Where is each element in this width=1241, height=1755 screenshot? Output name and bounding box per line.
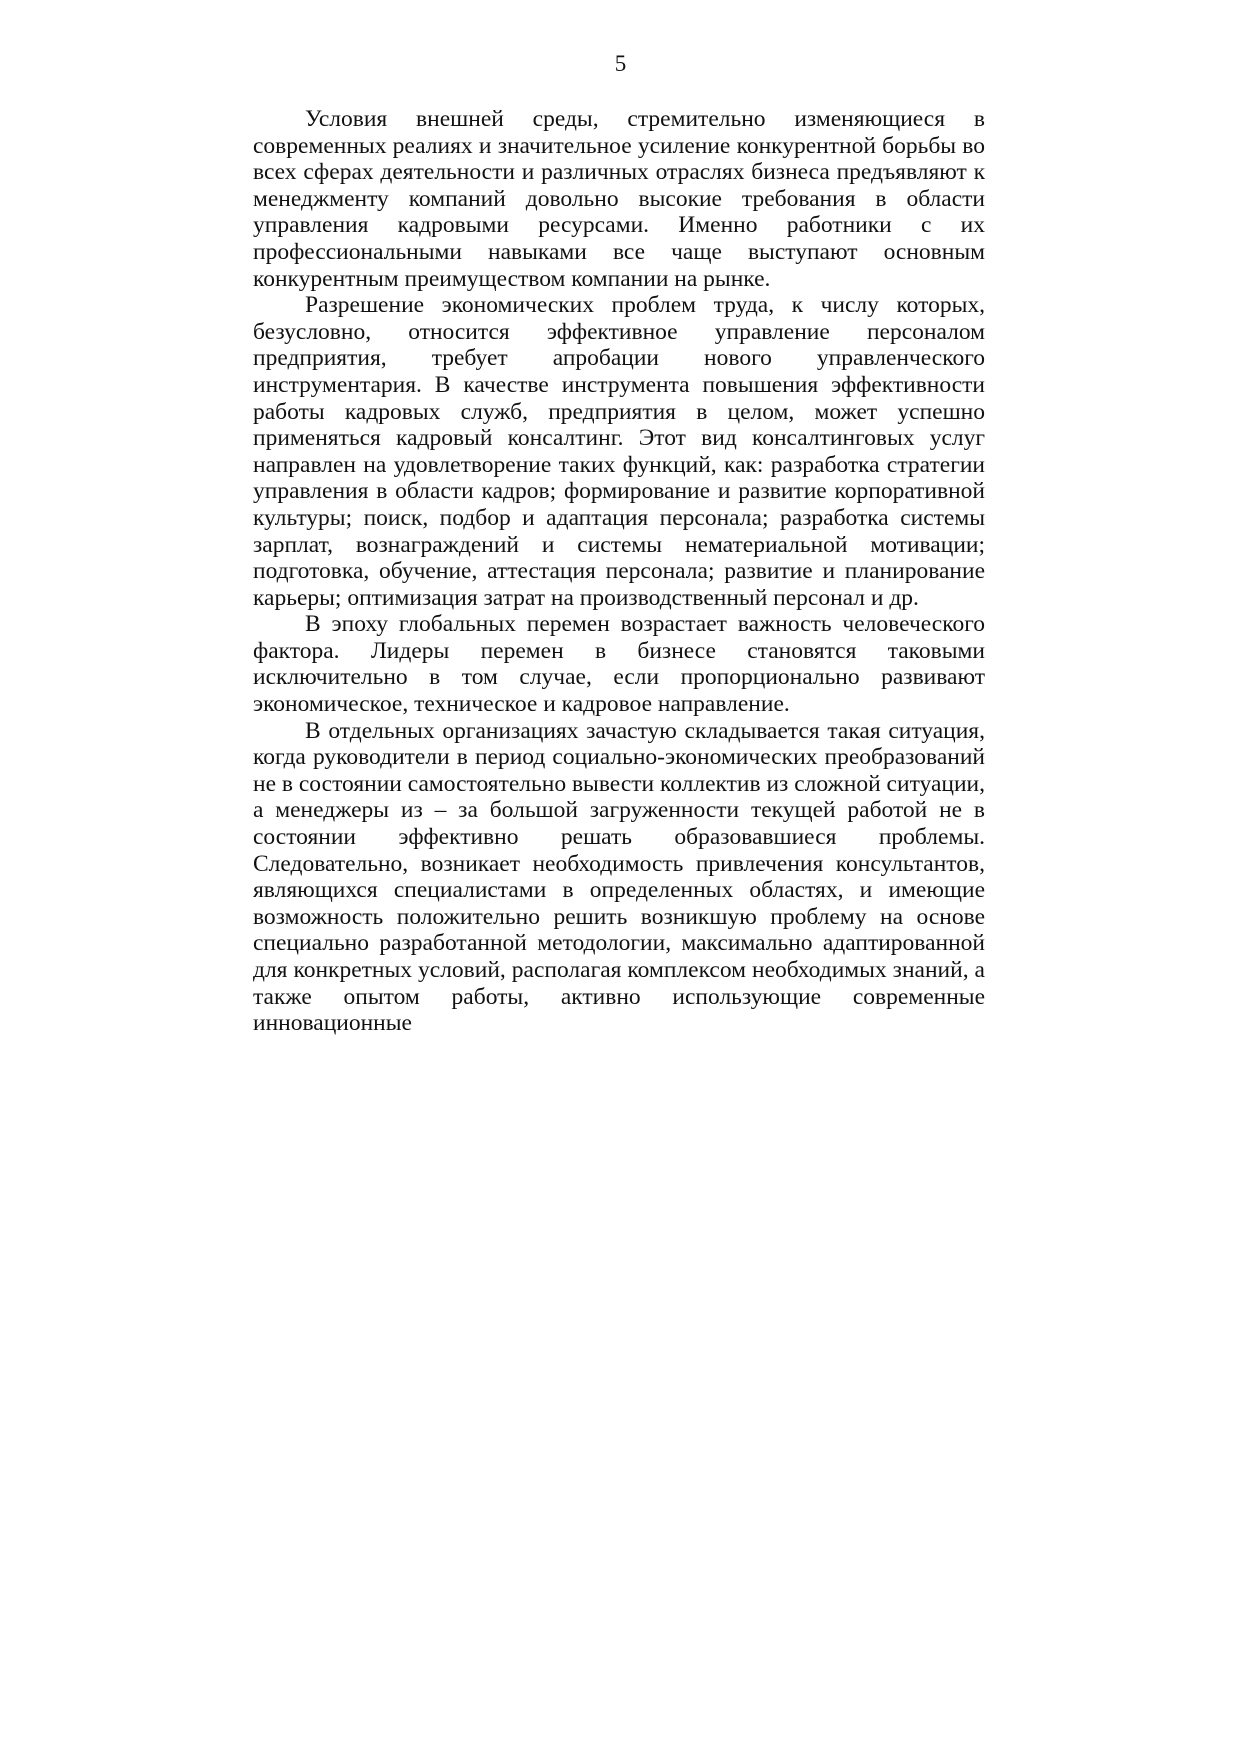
paragraph-external-environment: Условия внешней среды, стремительно изменяющиеся в современных реалиях и значительное усиление конкурентной борьбы во всех сферах деятельности и различных отраслях бизнеса предъявляют к менеджменту компаний довольно высокие требования в области управления кадровыми ресурсами. Именно работники с их профессиональными навыками все чаще выступают основным конкурентным преимуществом компании на рынке. bbox=[253, 106, 985, 292]
page-number: 5 bbox=[614, 51, 627, 76]
paragraph-human-factor: В эпоху глобальных перемен возрастает важность человеческого фактора. Лидеры перемен в бизнесе становятся таковыми исключительно в том случае, если пропорционально развивают экономическое, техническое и кадровое направление. bbox=[253, 611, 985, 718]
paragraph-hr-consulting: Разрешение экономических проблем труда, к числу которых, безусловно, относится эффективное управление персоналом предприятия, требует апробации нового управленческого инструментария. В качестве инструмента повышения эффективности работы кадровых служб, предприятия в целом, может успешно применяться кадровый консалтинг. Этот вид консалтинговых услуг направлен на удовлетворение таких функций, как: разработка стратегии управления в области кадров; формирование и развитие корпоративной культуры; поиск, подбор и адаптация персонала; разработка системы зарплат, вознаграждений и системы нематериальной мотивации; подготовка, обучение, аттестация персонала; развитие и планирование карьеры; оптимизация затрат на производственный персонал и др. bbox=[253, 292, 985, 611]
document-body bbox=[253, 106, 985, 1037]
paragraph-consultants-need: В отдельных организациях зачастую складывается такая ситуация, когда руководители в период социально-экономических преобразований не в состоянии самостоятельно вывести коллектив из сложной ситуации, а менеджеры из – за большой загруженности текущей работой не в состоянии эффективно решать образовавшиеся проблемы. Следовательно, возникает необходимость привлечения консультантов, являющихся специалистами в определенных областях, и имеющие возможность положительно решить возникшую проблему на основе специально разработанной методологии, максимально адаптированной для конкретных условий, располагая комплексом необходимых знаний, а также опытом работы, активно использующие современные инновационные bbox=[253, 717, 985, 1037]
